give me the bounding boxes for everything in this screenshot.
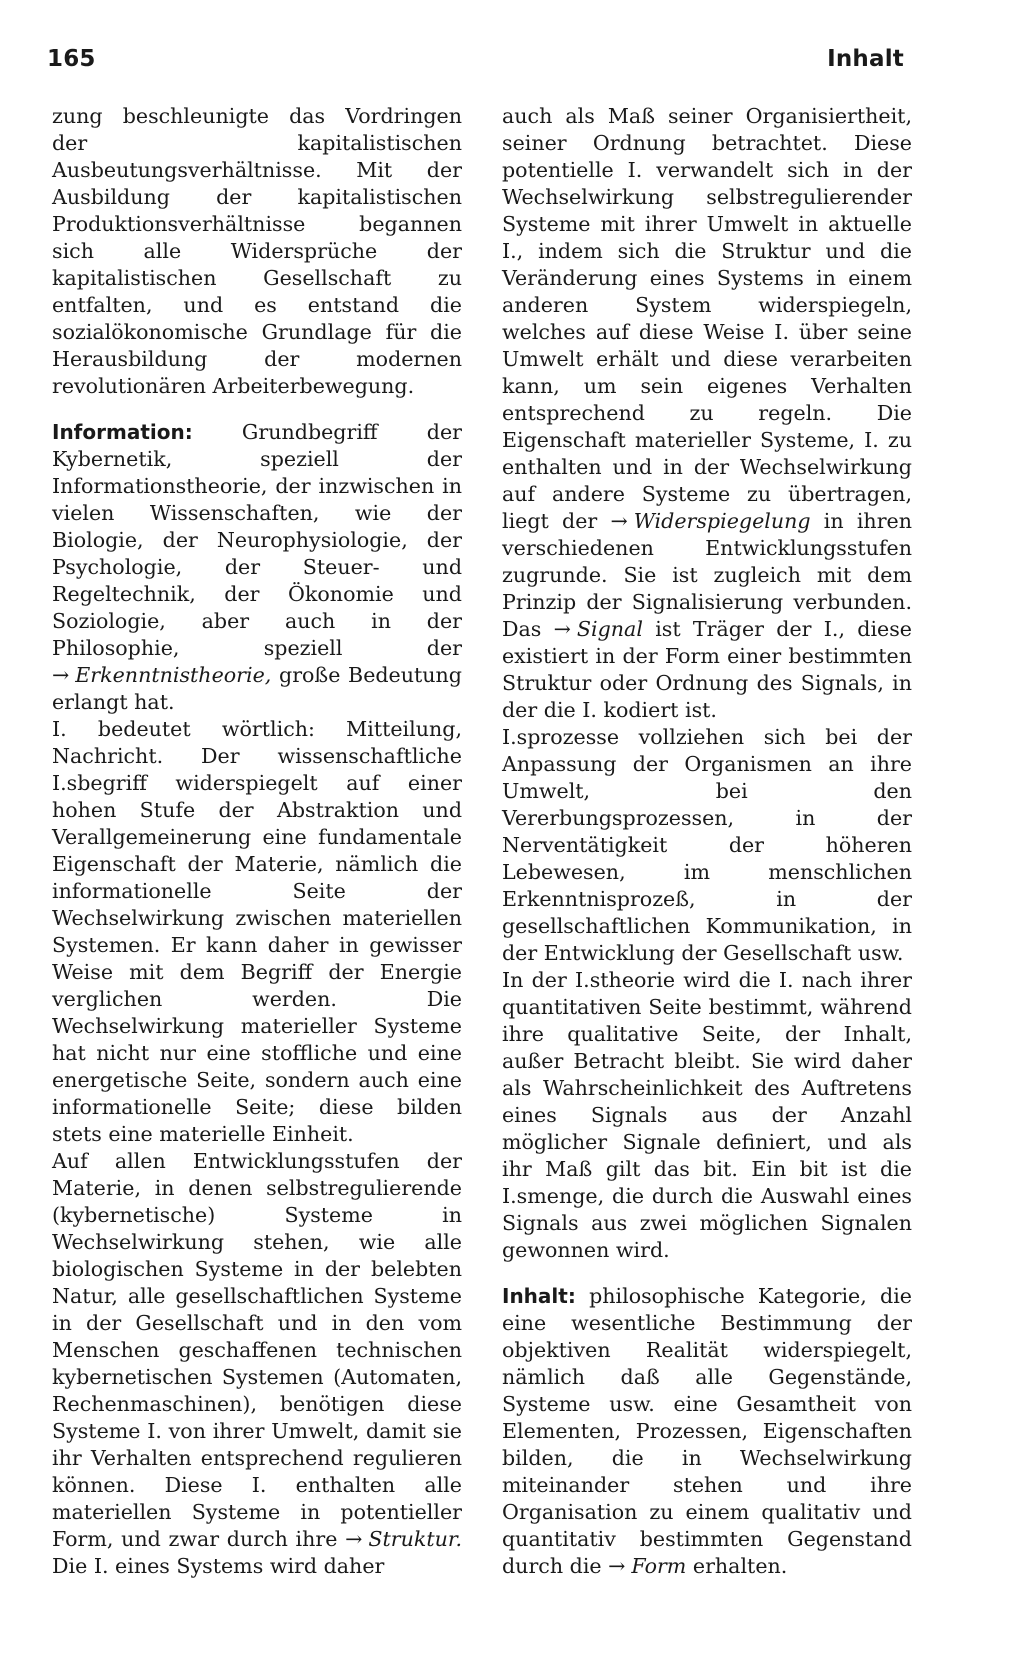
paragraph xyxy=(502,103,912,724)
arrow-right-icon: → xyxy=(553,617,571,641)
paragraph-text: philosophische Kategorie, die eine wesentliche Bestimmung der objektiven Realität widerspiegelt, nämlich daß alle Gegenstände, Systeme usw. eine Gesamtheit von Elementen, Prozessen, Eigenschaften bilden, die in Wechselwirkung miteinander stehen und ihre Organisation zu einem qualitativ und quantitativ bestimmten Gegenstand durch die xyxy=(502,1284,912,1578)
arrow-right-icon: → xyxy=(52,663,70,687)
running-head: Inhalt xyxy=(827,46,904,72)
cross-reference-link[interactable]: Signal xyxy=(576,617,643,641)
paragraph-text: auch als Maß seiner Organisiertheit, seiner Ordnung betrachtet. Diese potentielle I. verwandelt sich in der Wechselwirkung selbstregulierender Systeme mit ihrer Umwelt in aktuelle I., indem sich die Struktur und die Veränderung eines Systems in einem anderen System widerspiegeln, welches auf diese Weise I. über seine Umwelt erhält und diese verarbeiten kann, um sein eigenes Verhalten entsprechend zu regeln. Die Eigenschaft materieller Systeme, I. zu enthalten und in der Wechselwirkung auf andere Systeme zu übertragen, liegt der xyxy=(502,104,912,533)
paragraph-text: große Bedeutung erlangt hat. xyxy=(52,663,462,714)
paragraph xyxy=(502,724,912,967)
paragraph-text: Die I. eines Systems wird daher xyxy=(52,1554,385,1578)
cross-reference-link[interactable]: Widerspiegelung xyxy=(633,509,811,533)
paragraph xyxy=(502,967,912,1264)
arrow-right-icon: → xyxy=(608,1554,626,1578)
paragraph xyxy=(52,1148,462,1580)
cross-reference-link[interactable]: Erkenntnistheorie, xyxy=(75,663,272,687)
arrow-right-icon: → xyxy=(610,509,628,533)
right-column xyxy=(502,103,912,1580)
paragraph-text: I. bedeutet wörtlich: Mitteilung, Nachricht. Der wissenschaftliche I.sbegriff widerspiegelt auf einer hohen Stufe der Abstraktion und Verallgemeinerung eine fundamentale Eigenschaft der Materie, nämlich die informationelle Seite der Wechselwirkung zwischen materiellen Systemen. Er kann daher in gewisser Weise mit dem Begriff der Energie verglichen werden. Die Wechselwirkung materieller Systeme hat nicht nur eine stoffliche und eine energetische Seite, sondern auch eine informationelle Seite; diese bilden stets eine materielle Einheit. xyxy=(52,717,462,1146)
paragraph-text: erhalten. xyxy=(686,1554,788,1578)
paragraph-text: I.sprozesse vollziehen sich bei der Anpassung der Organismen an ihre Umwelt, bei den Vererbungsprozessen, in der Nerventätigkeit der höheren Lebewesen, im menschlichen Erkenntnisprozeß, in der gesellschaftlichen Kommunikation, in der Entwicklung der Gesellschaft usw. xyxy=(502,725,912,965)
paragraph xyxy=(52,716,462,1148)
entry-term: Information: xyxy=(52,420,193,444)
paragraph-text: in ihren verschiedenen Entwicklungsstufen zugrunde. Sie ist zugleich mit dem Prinzip der Signalisierung verbunden. Das xyxy=(502,509,912,641)
arrow-right-icon: → xyxy=(345,1527,363,1551)
page-number: 165 xyxy=(47,46,96,72)
paragraph-text: zung beschleunigte das Vordringen der kapitalistischen Ausbeutungsverhältnisse. Mit der Ausbildung der kapitalistischen Produktionsverhältnisse begannen sich alle Widersprüche der kapitalistischen Gesellschaft zu entfalten, und es entstand die sozialökonomische Grundlage für die Herausbildung der modernen revolutionären Arbeiterbewegung. xyxy=(52,104,462,398)
entry-term: Inhalt: xyxy=(502,1284,576,1308)
entry-information xyxy=(52,419,462,716)
entry-inhalt xyxy=(502,1283,912,1580)
cross-reference-link[interactable]: Form xyxy=(631,1554,687,1578)
left-column xyxy=(52,103,462,1580)
paragraph-text: Auf allen Entwicklungsstufen der Materie, in denen selbstregulierende (kybernetische) Systeme in Wechselwirkung stehen, wie alle biologischen Systeme in der belebten Natur, alle gesellschaftlichen Systeme in der Gesellschaft und in den vom Menschen geschaffenen technischen kybernetischen Systemen (Automaten, Rechenmaschinen), benötigen diese Systeme I. von ihrer Umwelt, damit sie ihr Verhalten entsprechend regulieren können. Diese I. enthalten alle materiellen Systeme in potentieller Form, und zwar durch ihre xyxy=(52,1149,462,1551)
paragraph-text: In der I.stheorie wird die I. nach ihrer quantitativen Seite bestimmt, während ihre qualitative Seite, der Inhalt, außer Betracht bleibt. Sie wird daher als Wahrscheinlichkeit des Auftretens eines Signals aus der Anzahl möglicher Signale definiert, und als ihr Maß gilt das bit. Ein bit ist die I.smenge, die durch die Auswahl eines Signals aus zwei möglichen Signalen gewonnen wird. xyxy=(502,968,912,1262)
paragraph-text: ist Träger der I., diese existiert in der Form einer bestimmten Struktur oder Ordnung des Signals, in der die I. kodiert ist. xyxy=(502,617,912,722)
paragraph-text: Grundbegriff der Kybernetik, speziell der Informationstheorie, der inzwischen in vielen Wissenschaften, wie der Biologie, der Neurophysiologie, der Psychologie, der Steuer- und Regeltechnik, der Ökonomie und Soziologie, aber auch in der Philosophie, speziell der xyxy=(52,420,462,660)
paragraph xyxy=(52,103,462,400)
cross-reference-link[interactable]: Struktur. xyxy=(368,1527,462,1551)
